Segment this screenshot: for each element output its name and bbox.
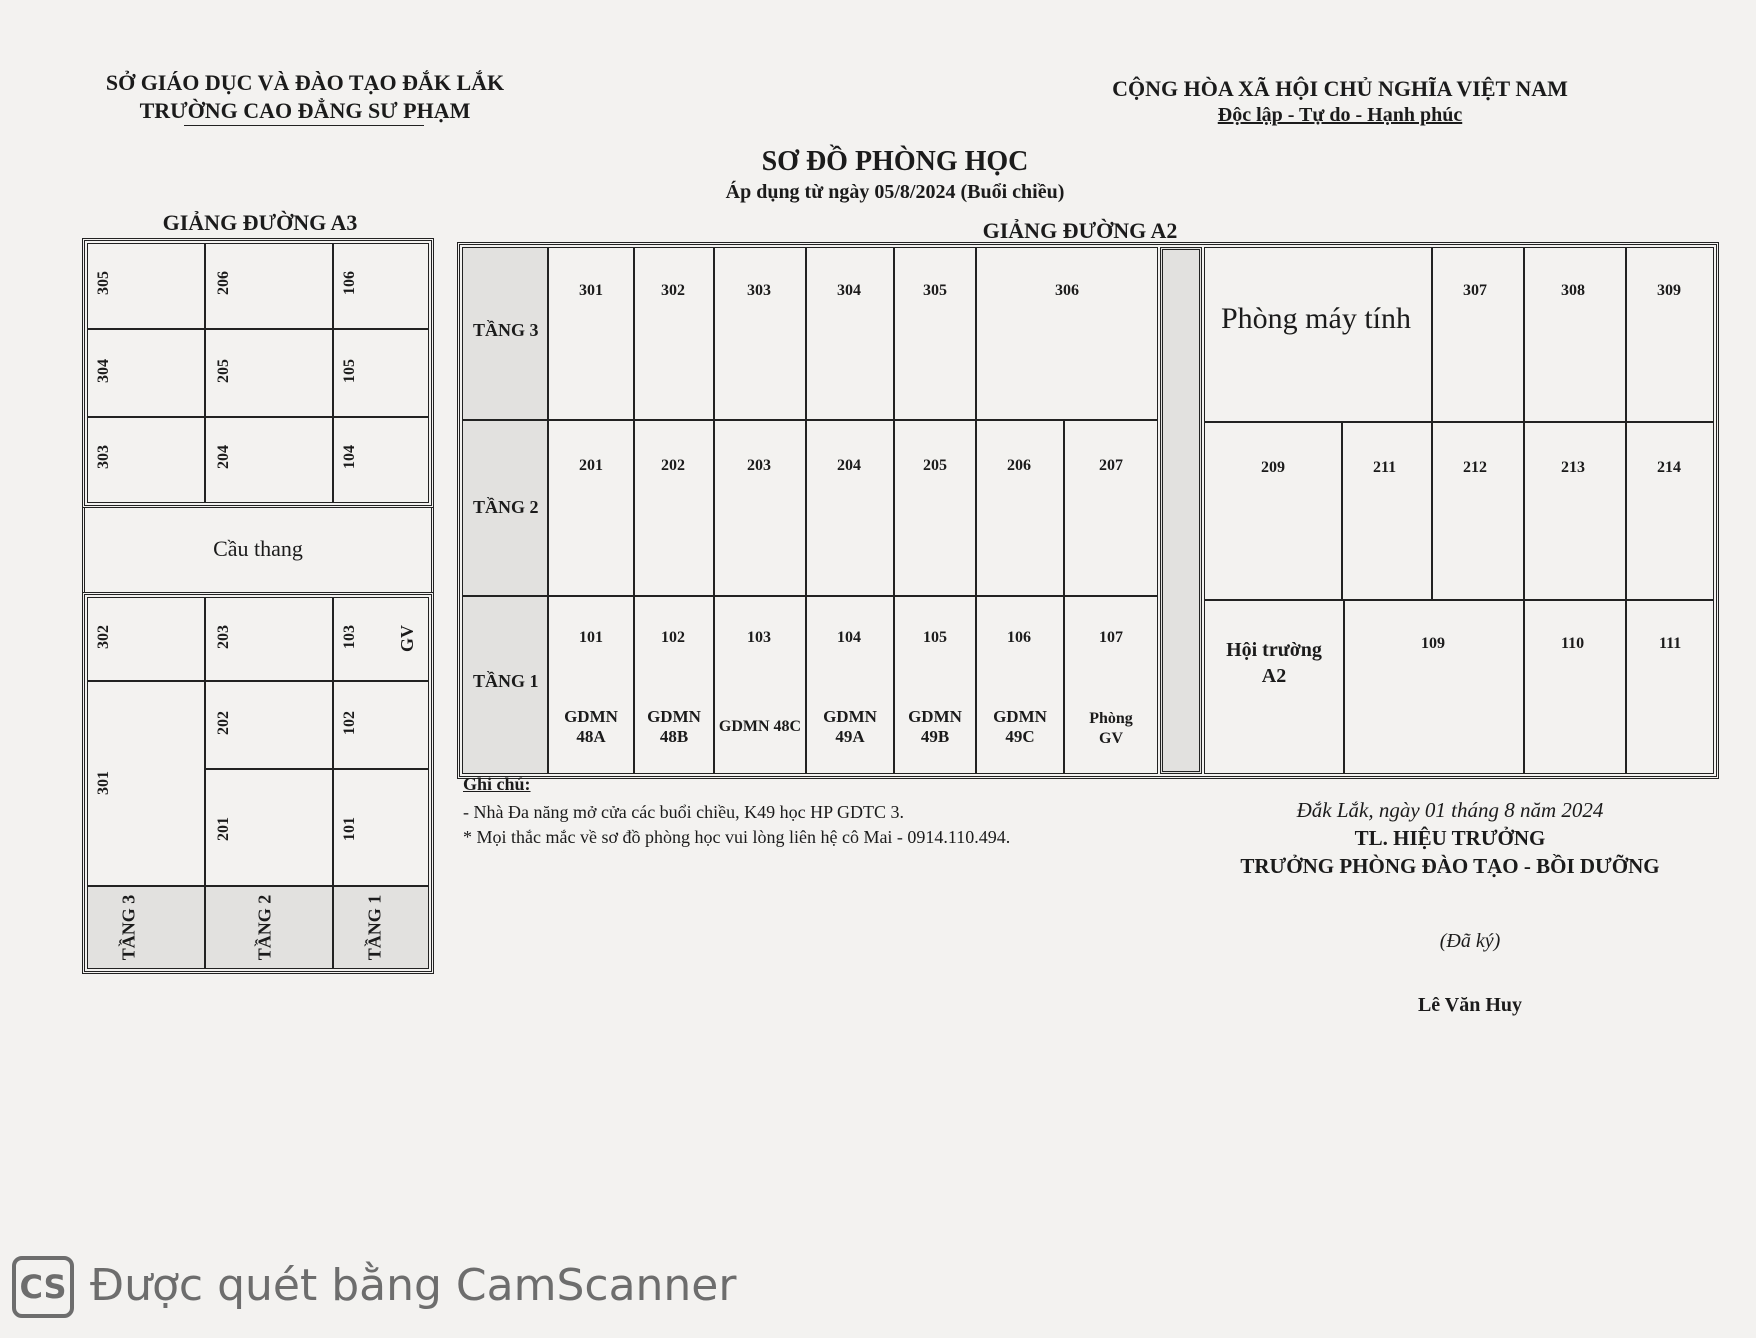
signed-mark: (Đã ký) [1439, 930, 1501, 952]
a2-room-211: 211 [1342, 422, 1432, 600]
a3-room-305: 305 [87, 243, 205, 329]
a3-gv-label: GV [397, 625, 417, 652]
a3-room-303: 303 [87, 417, 205, 503]
a2-room-201: 201 [548, 420, 634, 596]
signer-name: Lê Văn Huy [1417, 994, 1523, 1016]
a2-hall [1204, 600, 1344, 774]
a2-room-202: 202 [634, 420, 714, 596]
page-subtitle: Áp dụng từ ngày 05/8/2024 (Buổi chiều) [725, 181, 1065, 203]
a2-room-103: 103 GDMN 48C [714, 596, 806, 774]
a3-room-106: 106 [333, 243, 429, 329]
a2-room-301: 301 [548, 247, 634, 420]
stairs-label: Cầu thang [213, 536, 303, 561]
a2-room-106: 106 GDMN 49C [976, 596, 1064, 774]
a2-room-109: 109 [1344, 600, 1524, 774]
class-label: GDMN 48B [647, 707, 701, 746]
a3-room-301: 301 [87, 681, 205, 886]
note-line-1: - Nhà Đa năng mở cửa các buổi chiều, K49 học HP GDTC 3. [463, 802, 904, 822]
a2-room-309: 309 [1626, 247, 1714, 422]
a3-room-101: 101 [333, 769, 429, 886]
class-label: GDMN 48C [718, 718, 802, 735]
a2-room-306: 306 [976, 247, 1158, 420]
a3-floor-1: TẦNG 1 [333, 886, 429, 969]
a2-room-107: 107 Phòng GV [1064, 596, 1158, 774]
a2-room-302: 302 [634, 247, 714, 420]
a2-room-213: 213 [1524, 422, 1626, 600]
school-name-underline [184, 125, 424, 126]
notes-heading: Ghi chú: [463, 774, 531, 794]
signer-role-2: TRƯỞNG PHÒNG ĐÀO TẠO - BỒI DƯỠNG [1240, 854, 1660, 878]
a3-room-102: 102 [333, 681, 429, 769]
signer-role-1: TL. HIỆU TRƯỞNG [1354, 826, 1546, 850]
country-name: CỘNG HÒA XÃ HỘI CHỦ NGHĨA VIỆT NAM [1112, 76, 1568, 101]
a3-floor-3: TẦNG 3 [87, 886, 205, 969]
a3-room-204: 204 [205, 417, 333, 503]
a2-computer-room [1204, 247, 1432, 422]
a2-room-105: 105 GDMN 49B [894, 596, 976, 774]
note-line-2: * Mọi thắc mắc về sơ đồ phòng học vui lòng liên hệ cô Mai - 0914.110.494. [463, 827, 1011, 847]
a3-stairs [82, 508, 434, 592]
building-a2-title: GIẢNG ĐƯỜNG A2 [982, 218, 1178, 243]
a2-room-304: 304 [806, 247, 894, 420]
a2-room-102: 102 GDMN 48B [634, 596, 714, 774]
a2-room-111: 111 [1626, 600, 1714, 774]
a3-room-104: 104 [333, 417, 429, 503]
a2-room-206: 206 [976, 420, 1064, 596]
a2-room-303: 303 [714, 247, 806, 420]
a3-room-103: 103 GV [333, 597, 429, 681]
a3-room-201: 201 [205, 769, 333, 886]
a2-room-207: 207 [1064, 420, 1158, 596]
a2-room-110: 110 [1524, 600, 1626, 774]
a3-room-203: 203 [205, 597, 333, 681]
computer-room-label: Phòng máy tính [1221, 302, 1412, 335]
a2-room-205: 205 [894, 420, 976, 596]
class-label: Phòng GV [1089, 710, 1133, 747]
camscanner-logo: CS [12, 1256, 74, 1318]
a3-room-206: 206 [205, 243, 333, 329]
building-a3-title: GIẢNG ĐƯỜNG A3 [162, 210, 358, 235]
a2-room-305: 305 [894, 247, 976, 420]
a2-corridor [1160, 247, 1202, 774]
school-name: TRƯỜNG CAO ĐẲNG SƯ PHẠM [139, 98, 471, 123]
a2-floor-2-label: TẦNG 2 [462, 420, 548, 596]
place-date: Đắk Lắk, ngày 01 tháng 8 năm 2024 [1296, 798, 1604, 822]
hall-label: Hội trường A2 [1226, 639, 1322, 687]
a2-room-204: 204 [806, 420, 894, 596]
a3-floor-2: TẦNG 2 [205, 886, 333, 969]
class-label: GDMN 49C [993, 707, 1047, 746]
a2-room-212: 212 [1432, 422, 1524, 600]
a3-room-202: 202 [205, 681, 333, 769]
a2-floor-3-label: TẦNG 3 [462, 247, 548, 420]
a3-room-302: 302 [87, 597, 205, 681]
a2-room-308: 308 [1524, 247, 1626, 422]
a3-room-105: 105 [333, 329, 429, 417]
a2-room-203: 203 [714, 420, 806, 596]
a3-room-304: 304 [87, 329, 205, 417]
page-title: SƠ ĐỒ PHÒNG HỌC [761, 146, 1029, 177]
a2-room-307: 307 [1432, 247, 1524, 422]
class-label: GDMN 49B [908, 707, 962, 746]
class-label: GDMN 49A [823, 707, 877, 746]
a2-room-104: 104 GDMN 49A [806, 596, 894, 774]
a3-room-205: 205 [205, 329, 333, 417]
camscanner-watermark-text: Được quét bằng CamScanner [90, 1260, 737, 1311]
a2-floor-1-label: TẦNG 1 [462, 596, 548, 774]
class-label: GDMN 48A [564, 707, 618, 746]
motto: Độc lập - Tự do - Hạnh phúc [1217, 104, 1463, 126]
department-name: SỞ GIÁO DỤC VÀ ĐÀO TẠO ĐẮK LẮK [105, 70, 505, 95]
a2-room-101: 101 GDMN 48A [548, 596, 634, 774]
a2-room-209: 209 [1204, 422, 1342, 600]
a2-room-214: 214 [1626, 422, 1714, 600]
